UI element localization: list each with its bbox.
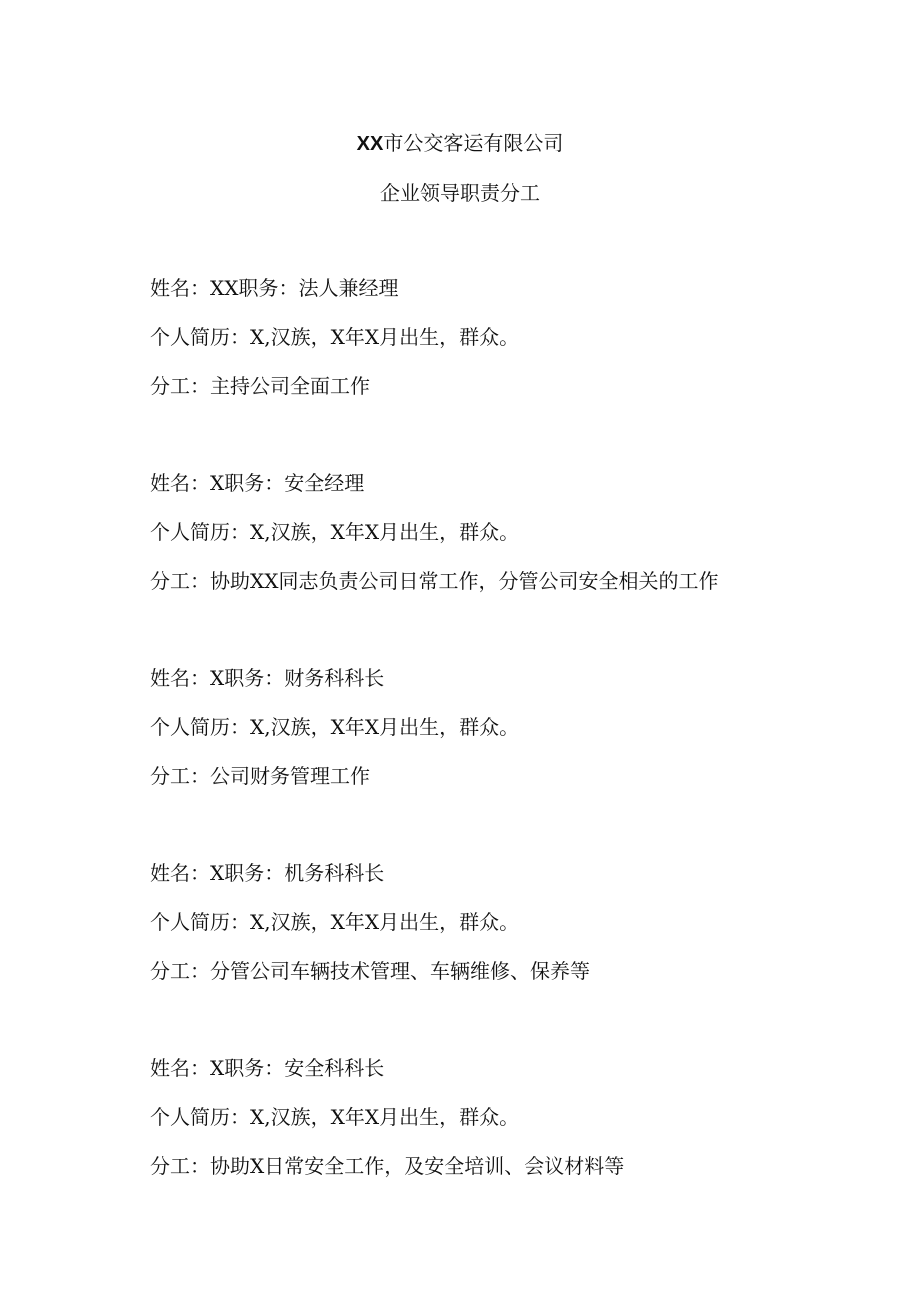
leader-duty: 分工：分管公司车辆技术管理、车辆维修、保养等 <box>150 959 590 983</box>
leader-duty: 分工：主持公司全面工作 <box>150 374 370 398</box>
document-title <box>0 129 920 158</box>
leader-bio: 个人简历：X,汉族，X年X月出生，群众。 <box>150 1105 520 1129</box>
document-subtitle: 企业领导职责分工 <box>380 181 540 205</box>
leader-name-position: 姓名：X职务：安全科科长 <box>150 1056 385 1080</box>
leader-name-position: 姓名：X职务：安全经理 <box>150 471 365 495</box>
leader-name-position: 姓名：X职务：财务科科长 <box>150 666 385 690</box>
leader-duty: 分工：协助X日常安全工作，及安全培训、会议材料等 <box>150 1154 625 1178</box>
leader-bio: 个人简历：X,汉族，X年X月出生，群众。 <box>150 325 520 349</box>
document-title-rest: 市公交客运有限公司 <box>383 131 564 155</box>
leader-duty: 分工：公司财务管理工作 <box>150 764 370 788</box>
leader-name-position: 姓名：X职务：机务科科长 <box>150 861 385 885</box>
leader-name-position: 姓名：XX职务：法人兼经理 <box>150 276 399 300</box>
leader-bio: 个人简历：X,汉族，X年X月出生，群众。 <box>150 520 520 544</box>
leader-bio: 个人简历：X,汉族，X年X月出生，群众。 <box>150 910 520 934</box>
leader-duty: 分工：协助XX同志负责公司日常工作，分管公司安全相关的工作 <box>150 569 719 593</box>
leader-bio: 个人简历：X,汉族，X年X月出生，群众。 <box>150 715 520 739</box>
document-title-prefix: XX <box>356 133 384 155</box>
